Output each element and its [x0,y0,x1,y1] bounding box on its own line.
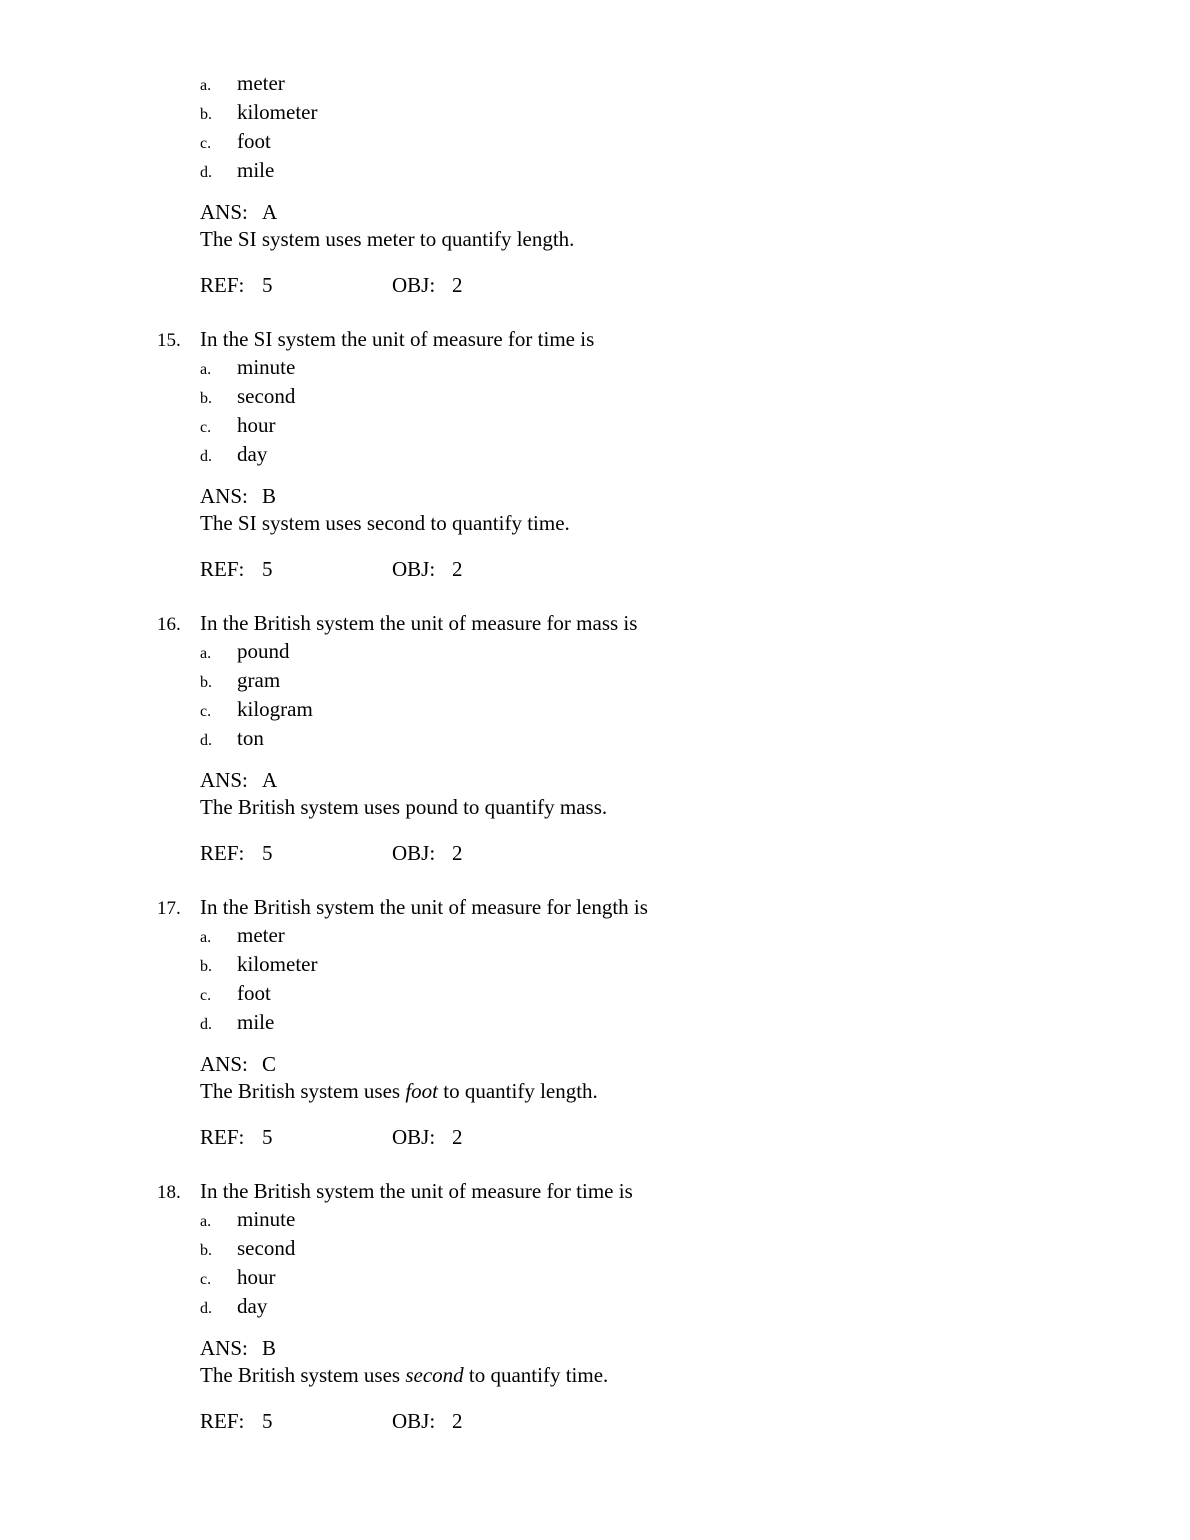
ref-label: REF: [200,841,245,865]
choice-text: mile [237,1010,275,1034]
choice [200,725,1190,754]
answer-label: ANS: [200,200,248,224]
ref-value: 5 [262,273,273,297]
obj-label: OBJ: [392,273,436,297]
choice-text: hour [237,1265,276,1289]
answer-line [200,1051,1190,1078]
choice [200,980,1190,1009]
answer-line [200,767,1190,794]
choice-letter: d. [200,448,212,465]
choice-text: gram [237,668,281,692]
question-line [157,894,1190,922]
choice-letter: c. [200,703,212,720]
answer-label: ANS: [200,1052,248,1076]
obj-value: 2 [452,1409,463,1433]
choice [200,70,1190,99]
choice-letter: c. [200,135,212,152]
question-number: 17. [157,898,181,919]
choice [200,922,1190,951]
choice [200,354,1190,383]
answer-explanation: The SI system uses second to quantify time. [200,511,570,535]
choice-text: second [237,1236,296,1260]
answer-value: B [262,1336,277,1360]
answer-explanation: The SI system uses meter to quantify length. [200,227,575,251]
question-number: 18. [157,1182,181,1203]
choice [200,1293,1190,1322]
choice-text: foot [237,981,271,1005]
choice [200,157,1190,186]
choice-letter: a. [200,645,212,662]
choice-letter: a. [200,1213,212,1230]
choice-letter: b. [200,958,212,975]
choice-text: day [237,1294,268,1318]
obj-label: OBJ: [392,1125,436,1149]
answer-explanation: The British system uses pound to quantify mass. [200,795,608,819]
question-line [157,610,1190,638]
choice [200,951,1190,980]
choice-letter: a. [200,929,212,946]
ref-label: REF: [200,273,245,297]
choice [200,667,1190,696]
obj-value: 2 [452,841,463,865]
choice-letter: d. [200,1300,212,1317]
obj-value: 2 [452,273,463,297]
answer-group [200,1051,1190,1105]
answer-label: ANS: [200,1336,248,1360]
choice [200,696,1190,725]
choice-text: hour [237,413,276,437]
question-block [0,326,1190,583]
question-text: In the SI system the unit of measure for time is [200,327,595,351]
ref-label: REF: [200,1125,245,1149]
ref-value: 5 [262,1409,273,1433]
choice-text: minute [237,1207,296,1231]
choice-text: meter [237,71,285,95]
choice-letter: d. [200,732,212,749]
choice-letter: d. [200,1016,212,1033]
choice-text: kilometer [237,952,318,976]
question-block [0,70,1190,299]
choice-text: kilometer [237,100,318,124]
choice [200,1206,1190,1235]
choice [200,1264,1190,1293]
choice-letter: a. [200,361,212,378]
answer-label: ANS: [200,484,248,508]
choice-letter: c. [200,987,212,1004]
obj-value: 2 [452,557,463,581]
choice [200,128,1190,157]
choice [200,1009,1190,1038]
question-text: In the British system the unit of measure for time is [200,1179,633,1203]
choice-letter: b. [200,390,212,407]
ref-value: 5 [262,557,273,581]
answer-label: ANS: [200,768,248,792]
choice-letter: b. [200,674,212,691]
question-line [157,1178,1190,1206]
choice-letter: d. [200,164,212,181]
choice [200,99,1190,128]
choice-letter: c. [200,1271,212,1288]
reference-line [200,556,1190,583]
choice-text: second [237,384,296,408]
obj-value: 2 [452,1125,463,1149]
question-text: In the British system the unit of measure for mass is [200,611,638,635]
choice [200,441,1190,470]
choice-letter: b. [200,1242,212,1259]
answer-value: A [262,768,278,792]
choice-text: mile [237,158,275,182]
ref-label: REF: [200,1409,245,1433]
answer-group [200,1335,1190,1389]
obj-label: OBJ: [392,557,436,581]
question-block [0,610,1190,867]
question-number: 16. [157,614,181,635]
question-line [157,326,1190,354]
ref-label: REF: [200,557,245,581]
answer-group [200,483,1190,537]
obj-label: OBJ: [392,841,436,865]
answer-line [200,1335,1190,1362]
answer-value: C [262,1052,277,1076]
choice-text: foot [237,129,271,153]
choice-text: day [237,442,268,466]
reference-line [200,1124,1190,1151]
question-number: 15. [157,330,181,351]
choice-letter: a. [200,77,212,94]
reference-line [200,840,1190,867]
choice-text: pound [237,639,290,663]
choice-text: ton [237,726,264,750]
choice [200,1235,1190,1264]
question-block [0,1178,1190,1435]
choice-text: meter [237,923,285,947]
choice-text: minute [237,355,296,379]
choice-letter: c. [200,419,212,436]
answer-value: A [262,200,278,224]
reference-line [200,1408,1190,1435]
obj-label: OBJ: [392,1409,436,1433]
choice [200,383,1190,412]
answer-line [200,199,1190,226]
answer-group [200,199,1190,253]
choice-letter: b. [200,106,212,123]
reference-line [200,272,1190,299]
answer-value: B [262,484,277,508]
question-block [0,894,1190,1151]
answer-line [200,483,1190,510]
ref-value: 5 [262,841,273,865]
answer-explanation: The British system uses foot to quantify length. [200,1079,598,1103]
choice [200,412,1190,441]
answer-group [200,767,1190,821]
choice-text: kilogram [237,697,313,721]
question-text: In the British system the unit of measure for length is [200,895,648,919]
choice [200,638,1190,667]
answer-explanation: The British system uses second to quantify time. [200,1363,609,1387]
ref-value: 5 [262,1125,273,1149]
